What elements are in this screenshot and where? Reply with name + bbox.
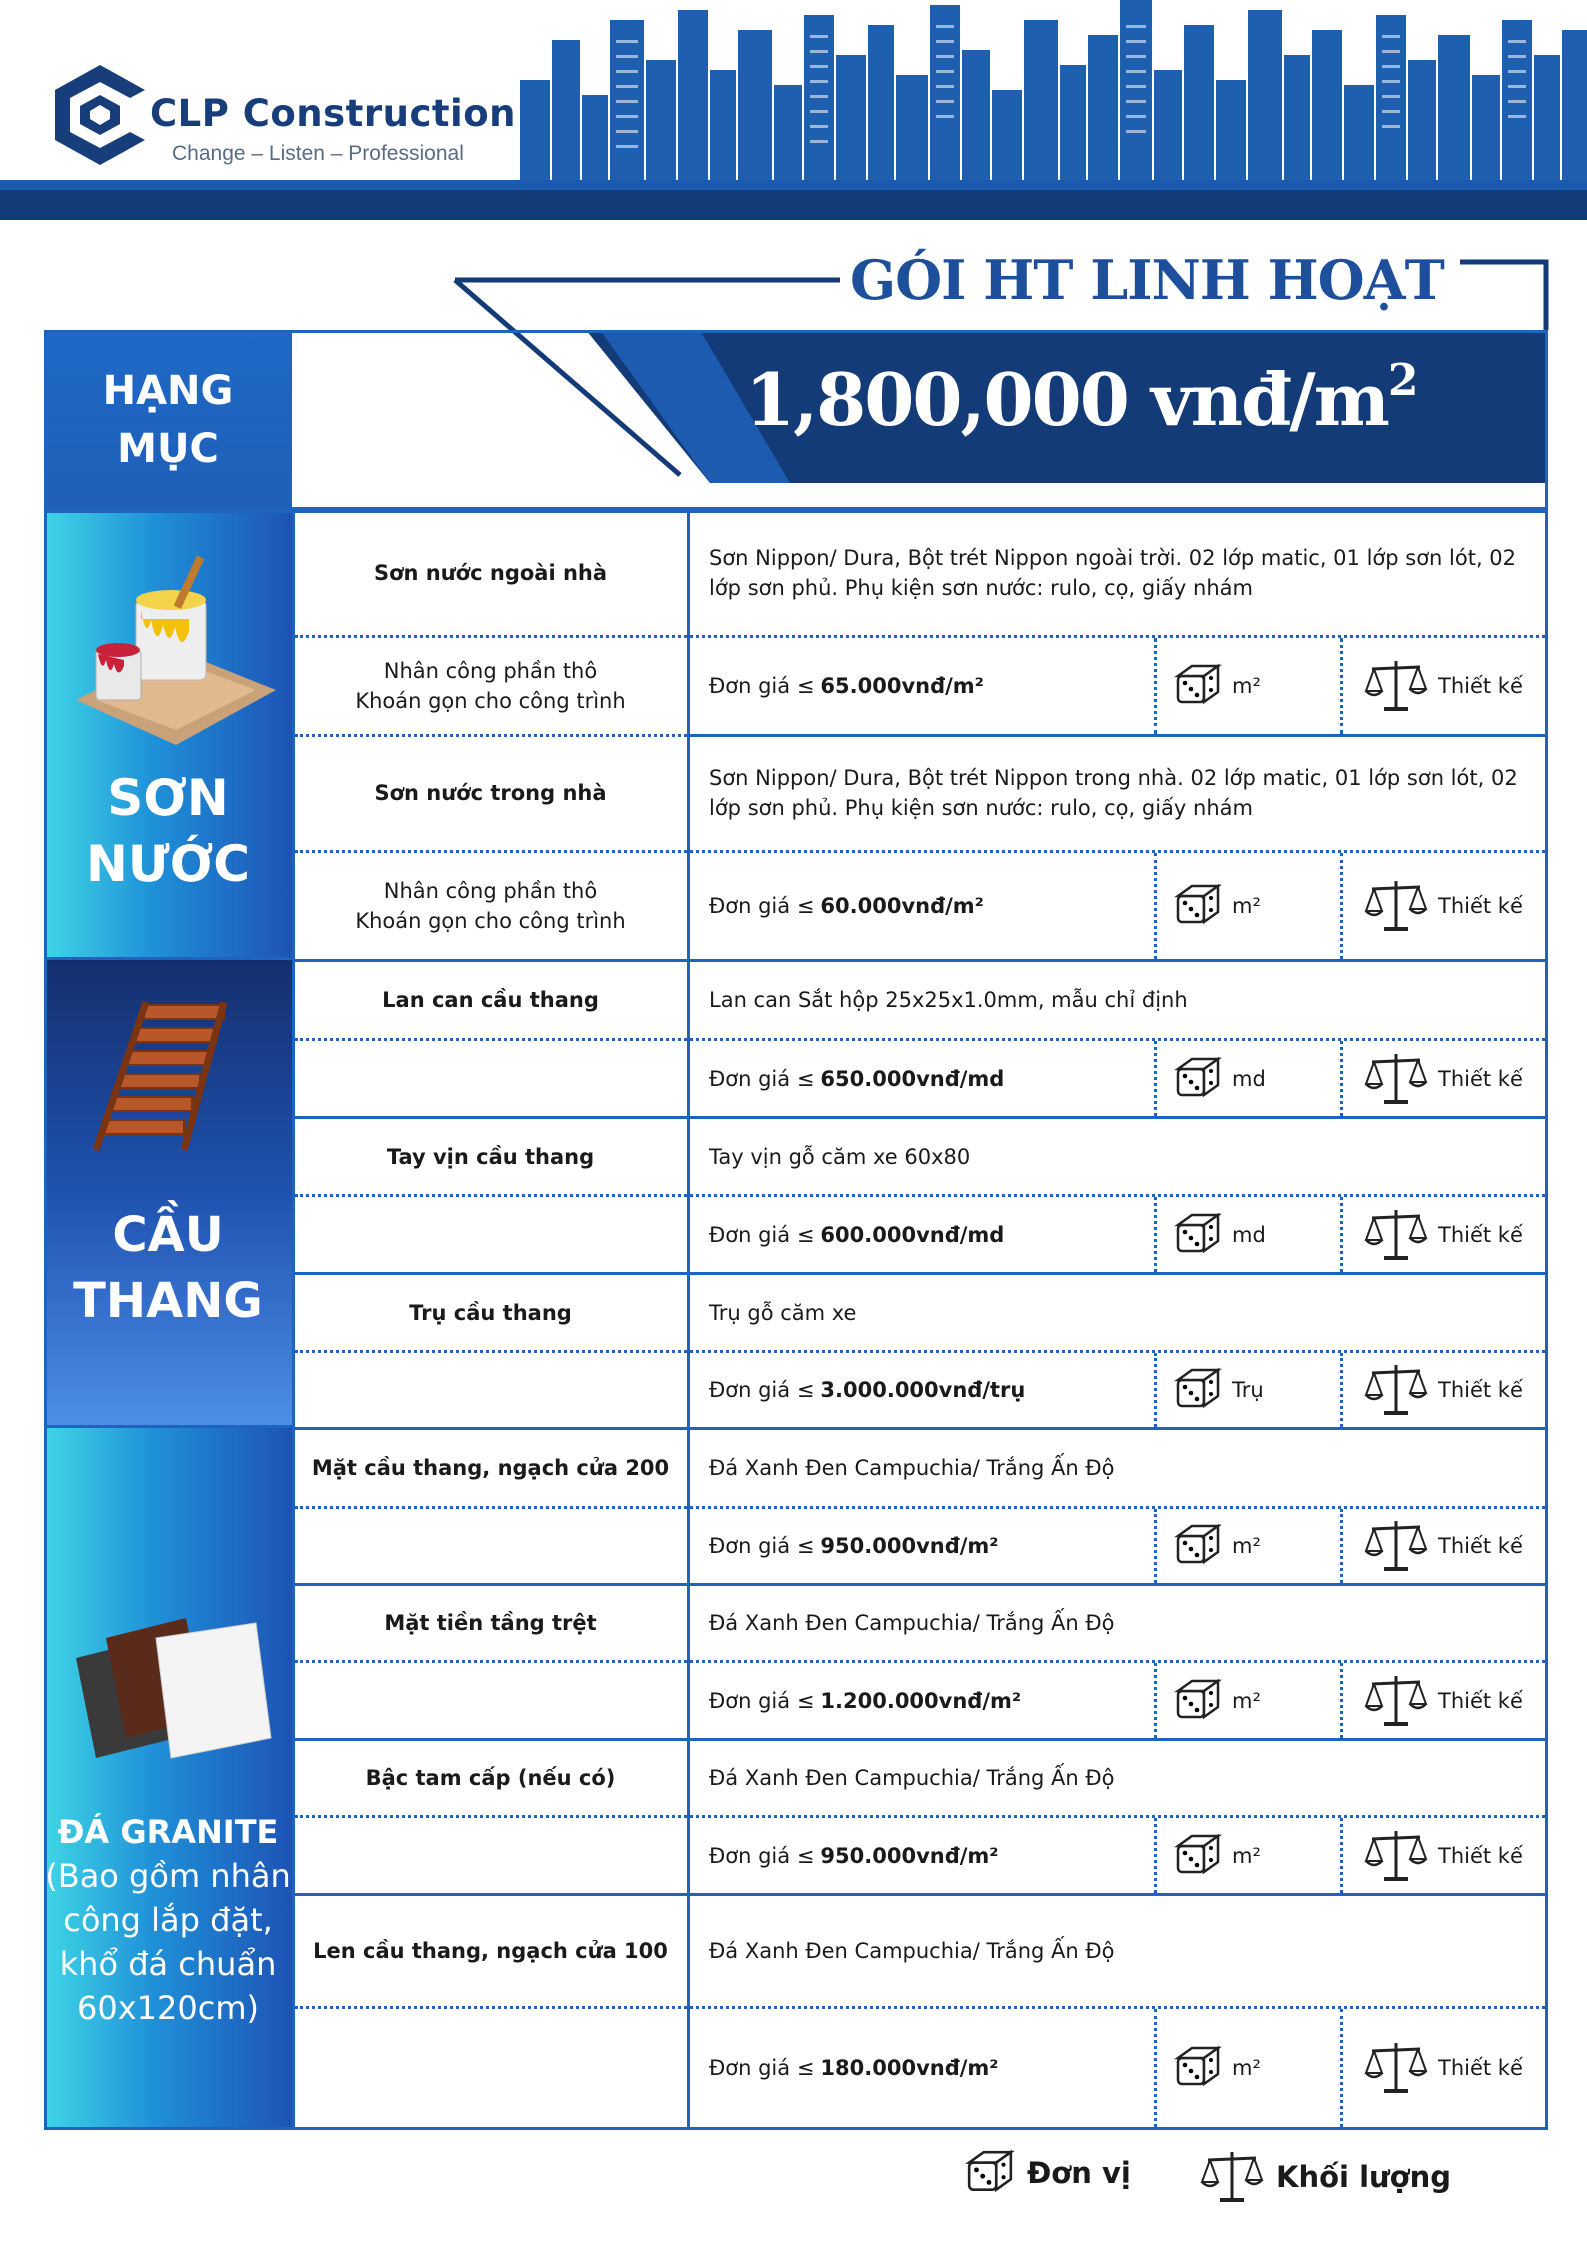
item-labor-note [294, 638, 687, 734]
volume-text: Thiết kế [1438, 1688, 1523, 1713]
package-name: GÓI HT LINH HOẠT [850, 248, 1444, 312]
category-header-line1: HẠNG [102, 368, 234, 414]
item-price [709, 1197, 1149, 1272]
category-da-granite-line2: (Bao gồm nhân [45, 1857, 291, 1895]
dice-icon [965, 2148, 1015, 2198]
category-da-granite-line3: công lắp đặt, [63, 1901, 273, 1939]
price-label: Đơn giá ≤ [709, 1843, 815, 1868]
header-band-light [0, 180, 1587, 190]
scale-icon [1364, 1827, 1428, 1885]
volume-text: Thiết kế [1438, 894, 1523, 918]
price-value: 650.000vnđ/md [820, 1066, 1005, 1091]
item-volume [1364, 1818, 1544, 1893]
item-description: Sơn Nippon/ Dura, Bột trét Nippon trong nhà. 02 lớp matic, 01 lớp sơn lót, 02 lớp sơn phủ. Phụ kiện sơn nước: rulo, cọ, giấy nhám [709, 765, 1518, 820]
volume-text: Thiết kế [1438, 1066, 1523, 1091]
item-price [709, 1509, 1149, 1583]
item-name: Mặt cầu thang, ngạch cửa 200 [311, 1456, 670, 1480]
price-label: Đơn giá ≤ [709, 1066, 815, 1091]
item-volume [1364, 1509, 1544, 1583]
package-price-exponent: 2 [1387, 355, 1417, 406]
scale-icon [1200, 2148, 1264, 2206]
item-name: Lan can cầu thang [382, 988, 599, 1012]
unit-text: md [1232, 1222, 1266, 1247]
item-price [709, 853, 1149, 959]
labor-line1: Nhân công phần thô [383, 659, 598, 683]
dice-icon [1174, 1522, 1222, 1570]
item-unit [1174, 1509, 1354, 1583]
header-blank-cell [292, 330, 1548, 510]
item-name: Tay vịn cầu thang [386, 1144, 595, 1169]
dice-icon [1174, 662, 1222, 710]
price-value: 1.200.000vnđ/m² [820, 1688, 1022, 1713]
price-label: Đơn giá ≤ [709, 1378, 815, 1402]
item-unit [1174, 2009, 1354, 2127]
price-value: 180.000vnđ/m² [820, 2056, 999, 2080]
category-cau-thang-line1: CẦU [112, 1207, 224, 1263]
price-value: 60.000vnđ/m² [820, 894, 984, 918]
unit-text: m² [1232, 674, 1261, 698]
price-label: Đơn giá ≤ [709, 1222, 815, 1247]
item-name: Len cầu thang, ngạch cửa 100 [313, 1939, 668, 1963]
price-label: Đơn giá ≤ [709, 894, 815, 918]
price-table [44, 510, 1548, 2130]
item-description: Tay vịn gỗ căm xe 60x80 [709, 1144, 971, 1169]
dice-icon [1174, 1677, 1222, 1725]
item-volume [1364, 1663, 1544, 1738]
item-unit [1174, 1818, 1354, 1893]
brand-tagline: Change – Listen – Professional [172, 142, 464, 165]
header-band [0, 190, 1587, 220]
scale-icon [1364, 1361, 1428, 1419]
item-volume [1364, 638, 1544, 734]
item-volume [1364, 1041, 1544, 1116]
item-unit [1174, 1041, 1354, 1116]
volume-text: Thiết kế [1438, 1378, 1523, 1402]
legend-volume [1200, 2148, 1451, 2206]
category-da-granite-line1: ĐÁ GRANITE [57, 1813, 279, 1851]
item-price [709, 1818, 1149, 1893]
package-price-value: 1,800,000 vnđ/m [745, 357, 1388, 442]
labor-line2: Khoán gọn cho công trình [355, 909, 626, 933]
item-price [709, 638, 1149, 734]
unit-text: m² [1232, 1688, 1261, 1713]
price-value: 950.000vnđ/m² [820, 1843, 999, 1868]
dice-icon [1174, 882, 1222, 930]
item-name: Sơn nước ngoài nhà [373, 560, 608, 585]
unit-text: md [1232, 1066, 1266, 1091]
price-value: 3.000.000vnđ/trụ [820, 1378, 1026, 1402]
item-volume [1364, 853, 1544, 959]
item-unit [1174, 1353, 1354, 1427]
item-name: Sơn nước trong nhà [374, 780, 607, 805]
volume-text: Thiết kế [1438, 1534, 1523, 1558]
item-volume [1364, 2009, 1544, 2127]
item-name: Bậc tam cấp (nếu có) [365, 1766, 616, 1790]
price-label: Đơn giá ≤ [709, 1534, 815, 1558]
category-header-line2: MỤC [117, 426, 219, 472]
scale-icon [1364, 657, 1428, 715]
item-unit [1174, 853, 1354, 959]
category-son-nuoc-line1: SƠN [107, 769, 229, 827]
item-labor-note [294, 853, 687, 959]
item-price [709, 2009, 1149, 2127]
item-volume [1364, 1197, 1544, 1272]
unit-text: m² [1232, 2056, 1261, 2080]
legend-unit-label: Đơn vị [1027, 2156, 1131, 2190]
unit-text: m² [1232, 894, 1261, 918]
city-skyline-illustration [520, 0, 1587, 190]
item-description: Lan can Sắt hộp 25x25x1.0mm, mẫu chỉ định [709, 988, 1188, 1012]
item-price [709, 1663, 1149, 1738]
scale-icon [1364, 2039, 1428, 2097]
legend-volume-label: Khối lượng [1276, 2160, 1451, 2194]
item-description: Đá Xanh Đen Campuchia/ Trắng Ấn Độ [709, 1766, 1115, 1790]
category-son-nuoc-line2: NƯỚC [86, 835, 250, 893]
price-value: 600.000vnđ/md [820, 1222, 1005, 1247]
scale-icon [1364, 1517, 1428, 1575]
labor-line2: Khoán gọn cho công trình [355, 689, 626, 713]
item-description: Sơn Nippon/ Dura, Bột trét Nippon ngoài trời. 02 lớp matic, 01 lớp sơn lót, 02 lớp sơn phủ. Phụ kiện sơn nước: rulo, cọ, giấy nhám [709, 545, 1517, 600]
scale-icon [1364, 1050, 1428, 1108]
page-header [0, 0, 1587, 220]
item-price [709, 1353, 1149, 1427]
item-unit [1174, 1197, 1354, 1272]
item-name: Mặt tiền tầng trệt [384, 1611, 597, 1635]
price-label: Đơn giá ≤ [709, 1688, 815, 1713]
volume-text: Thiết kế [1438, 1843, 1523, 1868]
item-volume [1364, 1353, 1544, 1427]
legend-unit [965, 2148, 1131, 2198]
price-label: Đơn giá ≤ [709, 674, 815, 698]
item-name: Trụ cầu thang [409, 1300, 572, 1325]
item-price [709, 1041, 1149, 1116]
dice-icon [1174, 1211, 1222, 1259]
item-description: Đá Xanh Đen Campuchia/ Trắng Ấn Độ [709, 1456, 1115, 1480]
scale-icon [1364, 1206, 1428, 1264]
category-cau-thang-line2: THANG [73, 1273, 263, 1329]
item-unit [1174, 1663, 1354, 1738]
volume-text: Thiết kế [1438, 2056, 1523, 2080]
price-label: Đơn giá ≤ [709, 2056, 815, 2080]
scale-icon [1364, 877, 1428, 935]
price-value: 65.000vnđ/m² [820, 674, 984, 698]
dice-icon [1174, 1055, 1222, 1103]
dice-icon [1174, 1366, 1222, 1414]
category-da-granite-line5: 60x120cm) [77, 1989, 259, 2027]
item-unit [1174, 638, 1354, 734]
scale-icon [1364, 1672, 1428, 1730]
labor-line1: Nhân công phần thô [383, 879, 598, 903]
unit-text: m² [1232, 1843, 1261, 1868]
dice-icon [1174, 1832, 1222, 1880]
price-value: 950.000vnđ/m² [820, 1534, 999, 1558]
item-description: Đá Xanh Đen Campuchia/ Trắng Ấn Độ [709, 1611, 1115, 1635]
item-description: Đá Xanh Đen Campuchia/ Trắng Ấn Độ [709, 1939, 1115, 1963]
volume-text: Thiết kế [1438, 674, 1523, 698]
unit-text: m² [1232, 1534, 1261, 1558]
category-da-granite-line4: khổ đá chuẩn [59, 1945, 277, 1983]
item-description: Trụ gỗ căm xe [709, 1300, 857, 1325]
dice-icon [1174, 2044, 1222, 2092]
brand-name: CLP Construction [150, 92, 517, 135]
unit-text: Trụ [1232, 1378, 1264, 1402]
category-header-cell [44, 330, 292, 510]
volume-text: Thiết kế [1438, 1222, 1523, 1247]
clp-logo-icon [50, 60, 150, 170]
